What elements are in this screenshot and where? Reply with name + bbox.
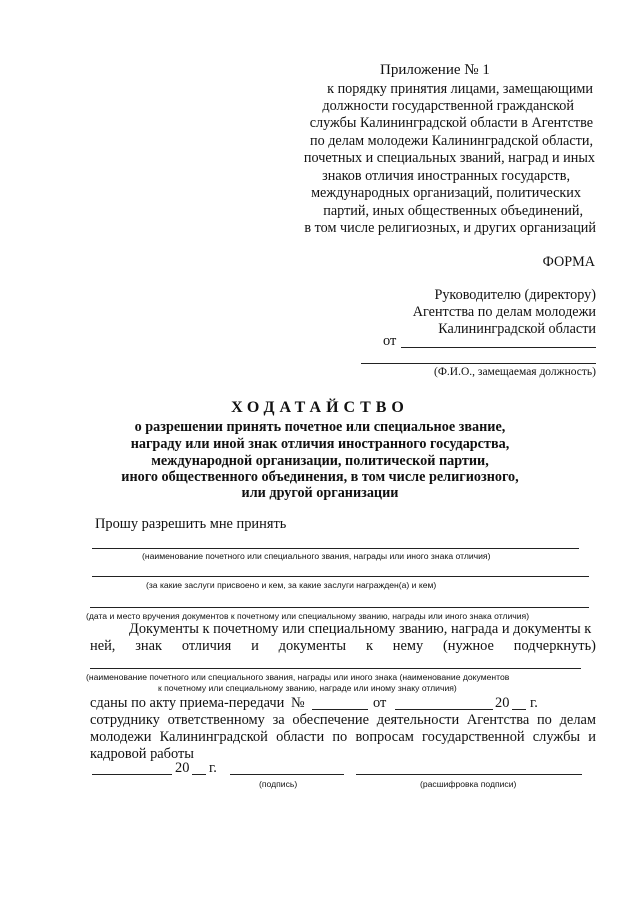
appendix-line: знаков отличия иностранных государств,	[322, 168, 570, 184]
act-date-field[interactable]	[395, 709, 493, 710]
documents-line-1: Документы к почетному или специальному званию, награда и документы к	[129, 621, 592, 637]
documents-word: к	[365, 638, 373, 654]
merits-caption: (за какие заслуги присвоено и кем, за какие заслуги награжден(а) и кем)	[146, 580, 437, 590]
signature-year-suffix: г.	[209, 760, 217, 776]
subtitle-line: иного общественного объединения, в том числе религиозного,	[121, 469, 519, 485]
from-label: от	[383, 333, 397, 349]
signature-decoding-field[interactable]	[356, 774, 582, 775]
documents-word: нему	[392, 638, 424, 654]
form-label: ФОРМА	[542, 254, 595, 270]
addressee-line: Агентства по делам молодежи	[412, 304, 596, 320]
date-place-field[interactable]	[90, 607, 589, 608]
award-docs-caption: (наименование почетного или специального звания, награды или иного знака (наименование документов	[86, 672, 510, 682]
act-from-label: от	[373, 695, 387, 711]
document-title: ХОДАТАЙСТВО	[231, 399, 409, 416]
documents-line-2	[90, 638, 596, 655]
number-label: №	[291, 695, 305, 711]
employee-line: сотруднику ответственному за обеспечение деятельности Агентства по делам	[90, 712, 596, 728]
documents-word: знак	[135, 638, 162, 654]
signature-year-field[interactable]	[192, 774, 206, 775]
appendix-line: к порядку принятия лицами, замещающими	[327, 81, 593, 97]
from-name-field[interactable]	[401, 347, 596, 348]
employee-line: молодежи Калининградской области по вопросам государственной службы и	[90, 729, 596, 745]
appendix-line: почетных и специальных званий, наград и иных	[303, 150, 595, 166]
signature-decoding-caption: (расшифровка подписи)	[420, 779, 517, 789]
subtitle-line: о разрешении принять почетное или специальное звание,	[134, 419, 506, 435]
appendix-line: в том числе религиозных, и других организаций	[304, 220, 596, 236]
documents-word: (нужное	[443, 638, 494, 654]
documents-word: документы	[278, 638, 347, 654]
subtitle-line: награду или иной знак отличия иностранного государства,	[130, 436, 510, 452]
date-place-caption: (дата и место вручения документов к почетному или специальному званию, награды или иного знака отличия)	[86, 611, 530, 621]
position-field[interactable]	[361, 363, 596, 364]
employee-line: кадровой работы	[90, 746, 194, 762]
award-docs-caption: к почетному или специальному званию, награде или иному знаку отличия)	[158, 683, 457, 693]
documents-word: и	[251, 638, 259, 654]
award-name-caption: (наименование почетного или специального звания, награды или иного знака отличия)	[142, 551, 491, 561]
documents-word: отличия	[181, 638, 232, 654]
documents-word: подчеркнуть)	[513, 638, 596, 654]
appendix-line: международных организаций, политических	[311, 185, 581, 201]
subtitle-line: или другой организации	[241, 485, 399, 501]
appendix-title: Приложение № 1	[380, 62, 490, 78]
documents-word: ней,	[90, 638, 116, 654]
signature-year-prefix: 20	[175, 760, 190, 776]
appendix-line: службы Калининградской области в Агентстве	[309, 115, 593, 131]
award-name-field[interactable]	[92, 548, 579, 549]
act-year-prefix: 20	[495, 695, 510, 711]
act-year-field[interactable]	[512, 709, 526, 710]
subtitle-line: международной организации, политической партии,	[151, 453, 489, 469]
act-year-suffix: г.	[530, 695, 538, 711]
act-number-field[interactable]	[312, 709, 368, 710]
signature-date-field[interactable]	[92, 774, 172, 775]
appendix-line: по делам молодежи Калининградской области,	[309, 133, 593, 149]
request-text: Прошу разрешить мне принять	[95, 516, 287, 532]
appendix-line: должности государственной гражданской	[322, 98, 574, 114]
appendix-line: партий, иных общественных объединений,	[323, 203, 583, 219]
handed-over-text: сданы по акту приема-передачи	[90, 695, 285, 711]
addressee-line: Калининградской области	[438, 321, 596, 337]
fio-caption: (Ф.И.О., замещаемая должность)	[434, 366, 596, 378]
award-docs-field[interactable]	[90, 668, 581, 669]
signature-caption: (подпись)	[259, 779, 298, 789]
merits-field[interactable]	[92, 576, 589, 577]
addressee-line: Руководителю (директору)	[434, 287, 596, 303]
signature-field[interactable]	[230, 774, 344, 775]
